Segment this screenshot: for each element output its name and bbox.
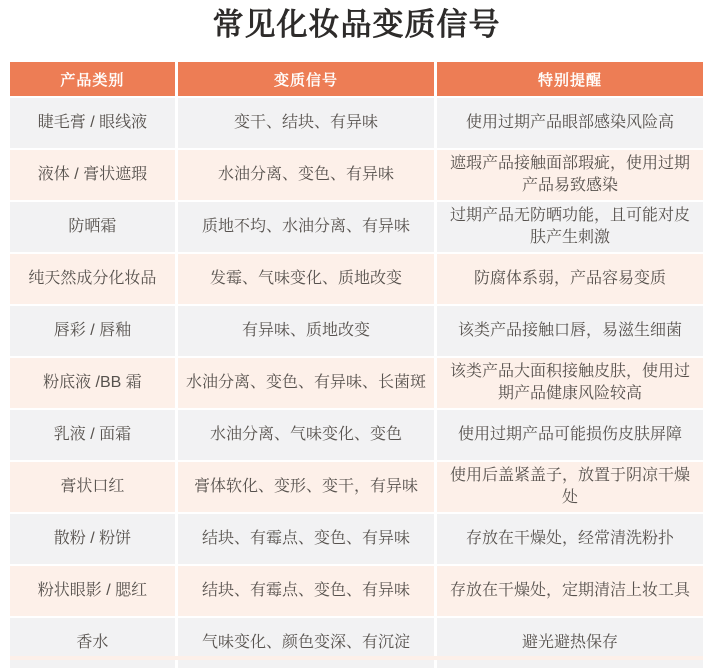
column-header-category: 产品类别 <box>10 62 175 96</box>
category-cell: 香水 <box>10 618 175 668</box>
column-header-reminder: 特别提醒 <box>437 62 703 96</box>
reminder-cell: 该类产品接触口唇，易滋生细菌 <box>437 306 703 356</box>
category-cell: 散粉 / 粉饼 <box>10 514 175 564</box>
reminder-cell: 防腐体系弱，产品容易变质 <box>437 254 703 304</box>
signals-cell: 结块、有霉点、变色、有异味 <box>178 566 434 616</box>
signals-cell: 结块、有霉点、变色、有异味 <box>178 514 434 564</box>
reminder-cell: 使用过期产品可能损伤皮肤屏障 <box>437 410 703 460</box>
reminder-cell: 存放在干燥处，定期清洁上妆工具 <box>437 566 703 616</box>
table-row <box>10 98 703 148</box>
signals-cell: 气味变化、颜色变深、有沉淀 <box>178 618 434 668</box>
table-row <box>10 566 703 616</box>
signals-cell: 变干、结块、有异味 <box>178 98 434 148</box>
clipped-next-row-sliver <box>10 656 703 660</box>
table-row <box>10 358 703 408</box>
signals-cell: 有异味、质地改变 <box>178 306 434 356</box>
category-cell: 乳液 / 面霜 <box>10 410 175 460</box>
table-row <box>10 514 703 564</box>
reminder-cell: 使用过期产品眼部感染风险高 <box>437 98 703 148</box>
category-cell: 唇彩 / 唇釉 <box>10 306 175 356</box>
table-row <box>10 254 703 304</box>
reminder-cell: 存放在干燥处，经常清洗粉扑 <box>437 514 703 564</box>
table-row <box>10 306 703 356</box>
reminder-cell: 遮瑕产品接触面部瑕疵，使用过期产品易致感染 <box>437 150 703 200</box>
column-header-signals: 变质信号 <box>178 62 434 96</box>
header-row <box>10 62 703 96</box>
category-cell: 液体 / 膏状遮瑕 <box>10 150 175 200</box>
signals-cell: 发霉、气味变化、质地改变 <box>178 254 434 304</box>
signals-cell: 质地不均、水油分离、有异味 <box>178 202 434 252</box>
table-row <box>10 150 703 200</box>
reminder-cell: 该类产品大面积接触皮肤，使用过期产品健康风险较高 <box>437 358 703 408</box>
category-cell: 粉状眼影 / 腮红 <box>10 566 175 616</box>
table-row <box>10 410 703 460</box>
table-row <box>10 618 703 668</box>
reminder-cell: 使用后盖紧盖子，放置于阴凉干燥处 <box>437 462 703 512</box>
page-title: 常见化妆品变质信号 <box>212 7 501 42</box>
category-cell: 粉底液 /BB 霜 <box>10 358 175 408</box>
category-cell: 防晒霜 <box>10 202 175 252</box>
category-cell: 睫毛膏 / 眼线液 <box>10 98 175 148</box>
table-row <box>10 462 703 512</box>
spoilage-table <box>7 60 706 670</box>
signals-cell: 膏体软化、变形、变干，有异味 <box>178 462 434 512</box>
reminder-cell: 避光避热保存 <box>437 618 703 668</box>
category-cell: 膏状口红 <box>10 462 175 512</box>
reminder-cell: 过期产品无防晒功能，且可能对皮肤产生刺激 <box>437 202 703 252</box>
signals-cell: 水油分离、气味变化、变色 <box>178 410 434 460</box>
category-cell: 纯天然成分化妆品 <box>10 254 175 304</box>
signals-cell: 水油分离、变色、有异味、长菌斑 <box>178 358 434 408</box>
table-row <box>10 202 703 252</box>
signals-cell: 水油分离、变色、有异味 <box>178 150 434 200</box>
